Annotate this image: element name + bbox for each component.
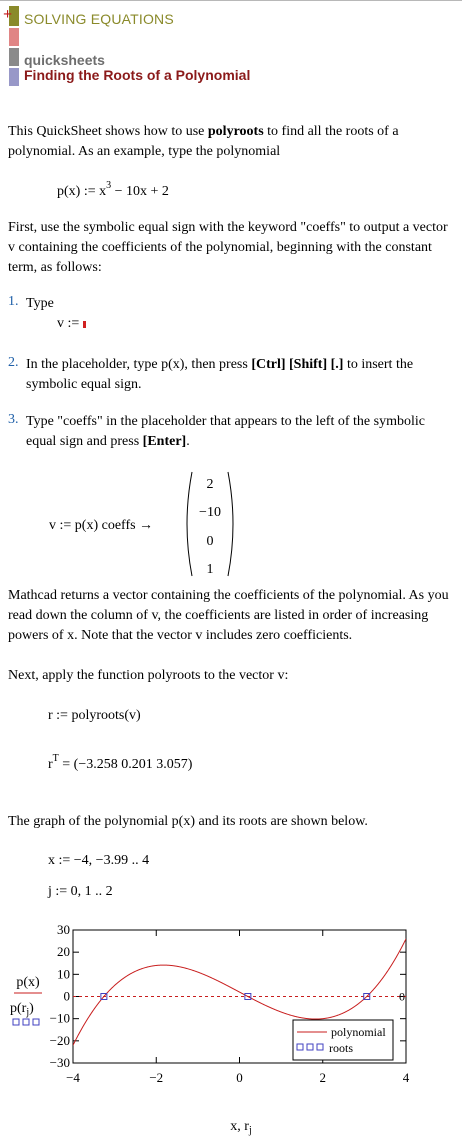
page-title: Finding the Roots of a Polynomial — [24, 67, 251, 83]
step-1-number: 1. — [8, 294, 19, 309]
zero-marker-label: 0 — [399, 989, 405, 1004]
placeholder-cursor[interactable] — [83, 321, 86, 328]
x-tick-label: 0 — [236, 1070, 243, 1085]
y-axis-label-px: p(x) — [16, 975, 40, 990]
y-axis-label-roots-markers — [13, 1019, 39, 1025]
step-2-number: 2. — [8, 355, 19, 370]
y-tick-label: −30 — [49, 1055, 70, 1070]
x-range-definition[interactable]: x := −4, −3.99 .. 4 — [48, 853, 150, 868]
header-bar-gray — [9, 48, 19, 66]
y-label-root-square — [13, 1019, 19, 1025]
y-tick-label: −10 — [49, 1010, 70, 1026]
roots-result[interactable]: $r^T = (-3.258$ 0.201 3.057) — [48, 753, 193, 772]
y-label-root-square — [33, 1019, 39, 1025]
top-divider — [0, 0, 462, 1]
y-tick-label: −20 — [49, 1032, 70, 1048]
y-axis-label-prj: $p(r_j)$ — [10, 1001, 34, 1018]
header-bar-lavender — [9, 68, 19, 86]
roots-definition[interactable]: r := polyroots(v) — [48, 708, 141, 723]
polyroots-instruction: Next, apply the function polyroots to the vector v: — [8, 668, 289, 683]
x-axis-label: x, $r_j$ — [230, 1119, 252, 1136]
y-tick-label: 20 — [57, 944, 70, 960]
coeffs-expression[interactable]: v := p(x) coeffs → — [49, 518, 154, 533]
vector-explanation: Mathcad returns a vector containing the coefficients of the polynomial. As you read down the column of v, the coefficients are listed in order of increasing powers of x. Note that the vector v includes zero coefficients. — [8, 588, 449, 643]
coeff-2: 0 — [206, 534, 214, 549]
coefficient-vector — [180, 468, 240, 580]
y-tick-label: 10 — [57, 966, 70, 982]
step-3-number: 3. — [8, 412, 19, 427]
step-1-text: Type — [26, 296, 54, 311]
legend-polynomial-label: polynomial — [331, 1025, 386, 1039]
x-tick-label: 4 — [402, 1070, 410, 1085]
coeff-1: −10 — [199, 505, 221, 520]
polyroots-keyword: polyroots — [207, 124, 264, 139]
graph-intro: The graph of the polynomial p(x) and its roots are shown below. — [8, 814, 368, 829]
x-tick-label: −4 — [66, 1070, 80, 1085]
y-label-root-square — [23, 1019, 29, 1025]
step-2-text: In the placeholder, type p(x), then press [Ctrl] [Shift] [.] to insert the symbolic equal sign. — [26, 357, 414, 392]
polynomial-roots-chart[interactable] — [0, 918, 462, 1136]
j-range-definition[interactable]: j := 0, 1 .. 2 — [48, 884, 113, 899]
legend-roots-label: roots — [329, 1041, 353, 1055]
v-definition-placeholder[interactable]: v := — [57, 316, 86, 332]
y-tick-label: 30 — [57, 922, 70, 937]
intro-paragraph: This QuickSheet shows how to use polyroots to find all the roots of a polynomial. As an example, type the polynomial — [8, 124, 399, 159]
header-bar-pink — [9, 28, 19, 46]
coeff-3: 1 — [206, 562, 214, 577]
coeff-0: 2 — [206, 477, 214, 492]
x-tick-label: −2 — [149, 1070, 164, 1085]
plus-icon[interactable]: + — [3, 6, 13, 23]
x-tick-label: 2 — [319, 1070, 326, 1085]
brand-label: quicksheets — [24, 52, 105, 68]
vector-right-paren — [228, 472, 233, 576]
step-3-text: Type "coeffs" in the placeholder that appears to the left of the symbolic equal sign and press [Enter]. — [26, 414, 425, 449]
section-title: SOLVING EQUATIONS — [24, 11, 174, 27]
y-tick-label: 0 — [63, 988, 70, 1004]
polynomial-definition[interactable]: p(x) := $x^3 - 10x + 2$ — [57, 180, 169, 199]
vector-left-paren — [187, 472, 192, 576]
coeffs-instruction: First, use the symbolic equal sign with the keyword "coeffs" to output a vector v containing the coefficients of the polynomial, beginning with the constant term, as follows: — [8, 220, 448, 275]
